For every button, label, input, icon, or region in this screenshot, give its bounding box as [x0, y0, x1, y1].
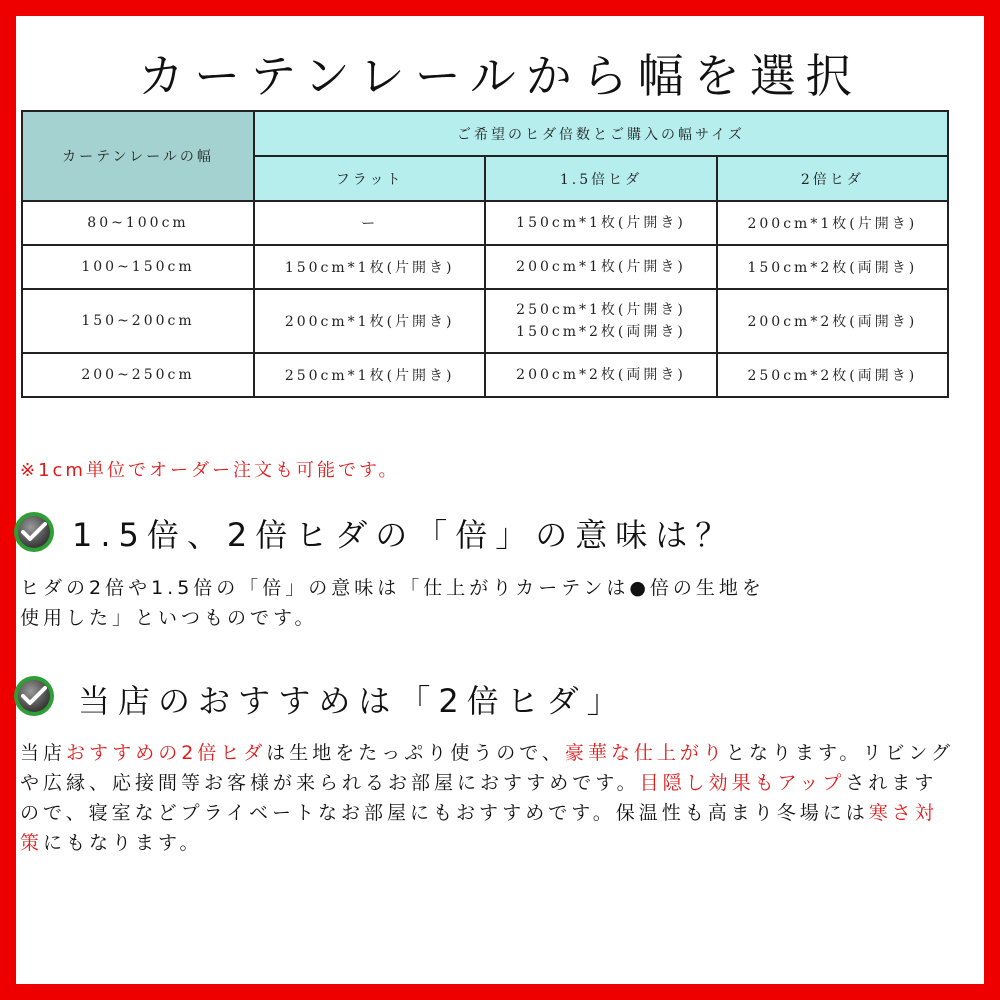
table-row	[22, 201, 948, 245]
rail-width-header: カーテンレールの幅	[22, 111, 254, 201]
x15-cell: 200cm*1枚(片開き)	[485, 245, 716, 289]
checkmark-icon	[14, 676, 54, 716]
x2-cell: 200cm*2枚(両開き)	[717, 289, 948, 353]
x15-cell: 150cm*1枚(片開き)	[485, 201, 716, 245]
checkmark-icon	[14, 512, 54, 552]
size-table	[21, 110, 949, 398]
table-row	[22, 353, 948, 397]
section-heading-pleat-meaning: 1.5倍、2倍ヒダの「倍」の意味は？	[72, 516, 736, 554]
x15-cell: 250cm*1枚(片開き) 150cm*2枚(両開き)	[485, 289, 716, 353]
table-row	[22, 245, 948, 289]
recommendation-text: 当店おすすめの2倍ヒダは生地をたっぷり使うので、豪華な仕上がりとなります。リビングや広縁、応接間等お客様が来られるお部屋におすすめです。目隠し効果もアップされますので、寝室などプライベートなお部屋にもおすすめです。保温性も高まり冬場には寒さ対策にもなります。	[20, 742, 955, 854]
x2-cell: 200cm*1枚(片開き)	[717, 201, 948, 245]
col-header-flat: フラット	[254, 156, 485, 201]
x15-cell: 200cm*2枚(両開き)	[485, 353, 716, 397]
flat-cell: 200cm*1枚(片開き)	[254, 289, 485, 353]
rail-width-cell: 80~100cm	[22, 201, 254, 245]
section-heading-recommendation: 当店のおすすめは「2倍ヒダ」	[78, 682, 627, 720]
order-note: ※1cm単位でオーダー注文も可能です。	[20, 460, 400, 481]
flat-cell: 150cm*1枚(片開き)	[254, 245, 485, 289]
highlight-text: おすすめの2倍ヒダ	[66, 742, 267, 764]
pleat-group-header: ご希望のヒダ倍数とご購入の幅サイズ	[254, 111, 948, 156]
page-title: カーテンレールから幅を選択	[138, 49, 862, 103]
highlight-text: 寒さ対策	[20, 802, 938, 854]
pleat-meaning-text: ヒダの2倍や1.5倍の「倍」の意味は「仕上がりカーテンは●倍の生地を 使用した」といつものです。	[20, 577, 765, 629]
x2-cell: 150cm*2枚(両開き)	[717, 245, 948, 289]
flat-cell: 250cm*1枚(片開き)	[254, 353, 485, 397]
highlight-text: 目隠し効果もアップ	[639, 772, 846, 794]
col-header-2x: 2倍ヒダ	[717, 156, 948, 201]
col-header-1-5x: 1.5倍ヒダ	[485, 156, 716, 201]
rail-width-cell: 200~250cm	[22, 353, 254, 397]
highlight-text: 豪華な仕上がり	[564, 742, 726, 764]
rail-width-cell: 100~150cm	[22, 245, 254, 289]
flat-cell: ー	[254, 201, 485, 245]
rail-width-cell: 150~200cm	[22, 289, 254, 353]
x2-cell: 250cm*2枚(両開き)	[717, 353, 948, 397]
table-row	[22, 289, 948, 353]
